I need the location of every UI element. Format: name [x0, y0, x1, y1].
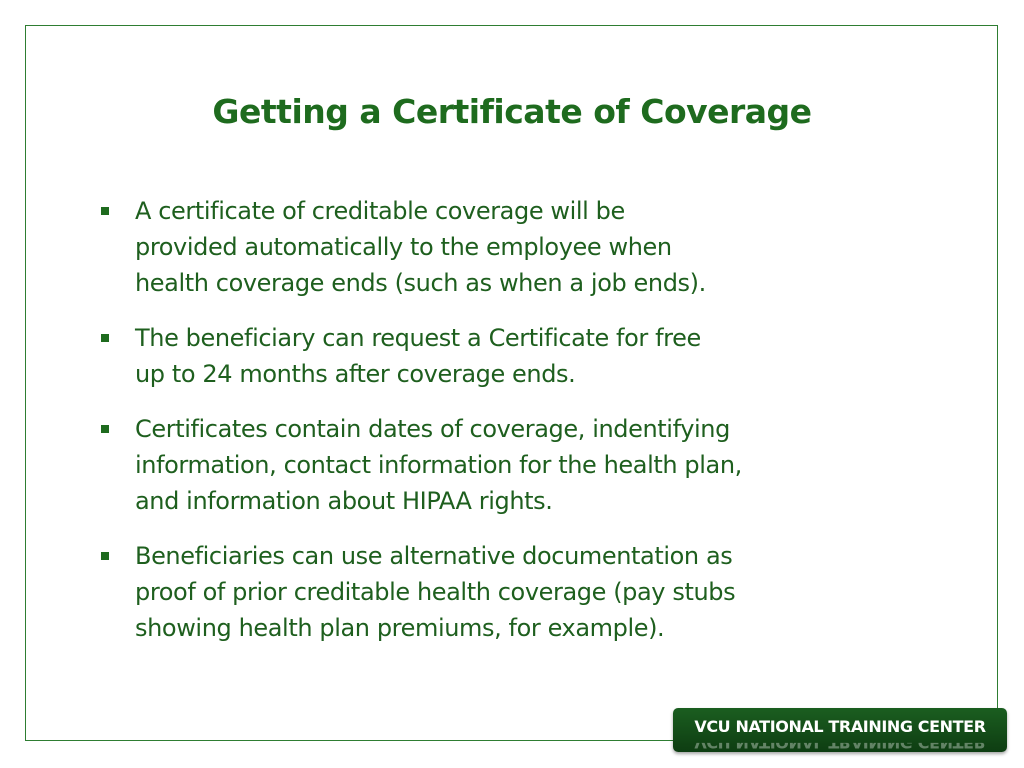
- bullet-item: [96, 411, 896, 519]
- bullet-text: A certificate of creditable coverage will be provided automatically to the employee when health coverage ends (such as when a job ends).: [135, 197, 706, 297]
- vcu-logo-badge: [673, 708, 1007, 752]
- square-bullet-icon: [101, 425, 109, 433]
- logo-text: VCU NATIONAL TRAINING CENTER VCU NATIONAL TRAINING CENTER: [694, 718, 985, 736]
- square-bullet-icon: [101, 552, 109, 560]
- slide-title: Getting a Certificate of Coverage: [212, 92, 812, 131]
- bullet-item: [96, 538, 896, 646]
- bullet-text: The beneficiary can request a Certificate for free up to 24 months after coverage ends.: [135, 324, 701, 388]
- bullet-item: [96, 320, 896, 392]
- square-bullet-icon: [101, 207, 109, 215]
- bullet-list: [96, 193, 896, 665]
- square-bullet-icon: [101, 334, 109, 342]
- bullet-item: [96, 193, 896, 301]
- bullet-text: Beneficiaries can use alternative documentation as proof of prior creditable health coverage (pay stubs showing health plan premiums, for example).: [135, 542, 736, 642]
- bullet-text: Certificates contain dates of coverage, indentifying information, contact information for the health plan, and information about HIPAA rights.: [135, 415, 742, 515]
